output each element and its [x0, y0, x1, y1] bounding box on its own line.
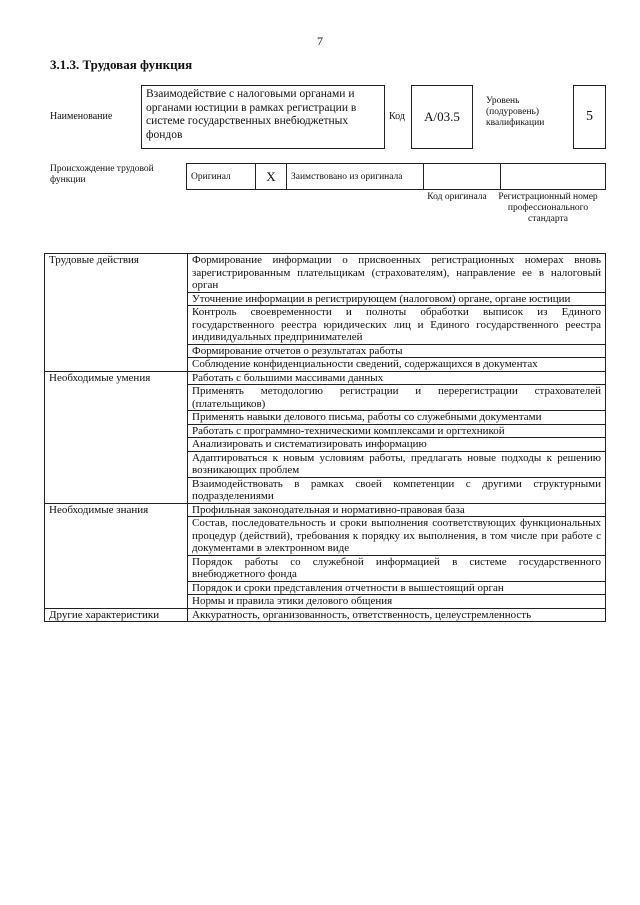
section-category: Трудовые действия	[45, 254, 188, 372]
original-label: Оригинал	[187, 164, 256, 190]
section-item: Порядок и сроки представления отчетности в вышестоящий орган	[188, 581, 606, 595]
section-item: Работать с программно-техническими комплексами и оргтехникой	[188, 424, 606, 438]
table-row	[45, 608, 606, 622]
section-category: Необходимые знания	[45, 503, 188, 608]
reg-number-cell	[501, 164, 606, 190]
section-title: 3.1.3. Трудовая функция	[50, 57, 193, 72]
function-name-box: Взаимодействие с налоговыми органами и органами юстиции в рамках регистрации в системе государственных внебюджетных фондов	[141, 85, 385, 149]
section-item: Адаптироваться к новым условиям работы, предлагать новые подходы к решению возникающих проблем	[188, 451, 606, 477]
section-item: Применять навыки делового письма, работы со служебными документами	[188, 411, 606, 425]
function-details-table	[44, 253, 606, 622]
borrowed-label: Заимствовано из оригинала	[287, 164, 424, 190]
section-item: Применять методологию регистрации и перерегистрации страхователей (плательщиков)	[188, 385, 606, 411]
table-row	[45, 503, 606, 517]
section-category: Другие характеристики	[45, 608, 188, 622]
section-item: Профильная законодательная и нормативно-правовая база	[188, 503, 606, 517]
section-item: Аккуратность, организованность, ответственность, целеустремленность	[188, 608, 606, 622]
section-item: Анализировать и систематизировать информацию	[188, 438, 606, 452]
reg-number-label: Регистрационный номер профессионального стандарта	[498, 192, 598, 224]
page-number: 7	[317, 34, 323, 48]
section-item: Взаимодействовать в рамках своей компетенции с другими структурными подразделениями	[188, 477, 606, 503]
code-original-label: Код оригинала	[427, 192, 487, 202]
section-item: Состав, последовательность и сроки выполнения соответствующих функциональных процедур (действий), требования к порядку их выполнения, в том числе при работе с документами в электронном виде	[188, 517, 606, 556]
section-item: Формирование отчетов о результатах работы	[188, 344, 606, 358]
name-label: Наименование	[50, 111, 113, 122]
section-item: Соблюдение конфиденциальности сведений, содержащихся в документах	[188, 358, 606, 372]
origin-label: Происхождение трудовой функции	[50, 164, 154, 185]
section-item: Формирование информации о присвоенных регистрационных номерах вновь зарегистрированным плательщикам (страхователям), направление ее в налоговый орган	[188, 254, 606, 293]
original-mark: X	[256, 164, 287, 190]
section-item: Контроль своевременности и полноты обработки выписок из Единого государственного реестра юридических лиц и Единого государственного реестра индивидуальных предпринимателей	[188, 306, 606, 345]
section-item: Уточнение информации в регистрирующем (налоговом) органе, органе юстиции	[188, 292, 606, 306]
code-label: Код	[389, 111, 405, 122]
section-item: Порядок работы со служебной информацией в системе государственного внебюджетного фонда	[188, 555, 606, 581]
table-row	[45, 371, 606, 385]
code-original-cell	[424, 164, 501, 190]
function-code-box: А/03.5	[411, 85, 473, 149]
level-value-box: 5	[573, 85, 606, 149]
section-category: Необходимые умения	[45, 371, 188, 503]
section-item: Работать с большими массивами данных	[188, 371, 606, 385]
table-row	[45, 254, 606, 293]
section-item: Нормы и правила этики делового общения	[188, 595, 606, 609]
level-label: Уровень (подуровень) квалификации	[486, 96, 545, 128]
origin-table	[186, 163, 606, 190]
